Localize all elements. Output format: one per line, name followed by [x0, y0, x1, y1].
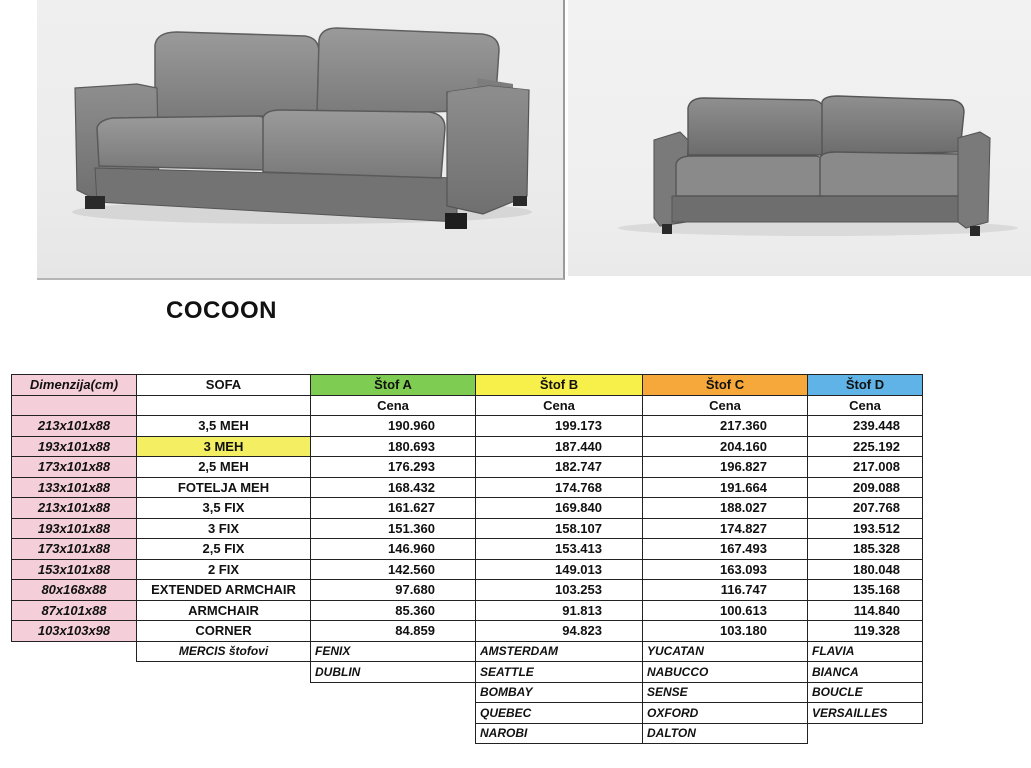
model-cell: 2,5 FIX [137, 539, 311, 560]
fabric-row [12, 641, 923, 662]
price-cell: 116.747 [643, 580, 808, 601]
spacer-cell [137, 662, 311, 683]
spacer-cell [12, 723, 137, 744]
price-cell: 163.093 [643, 559, 808, 580]
fabric-name-a: FENIX [311, 641, 476, 662]
fabric-name-c: DALTON [643, 723, 808, 744]
model-cell: 3 FIX [137, 518, 311, 539]
price-cell: 161.627 [311, 498, 476, 519]
price-cell: 168.432 [311, 477, 476, 498]
fabric-name-d: BIANCA [808, 662, 923, 683]
price-cell: 103.180 [643, 621, 808, 642]
price-cell: 182.747 [476, 457, 643, 478]
price-label-b: Cena [476, 395, 643, 416]
sofa-photo-small [568, 0, 1031, 276]
fabric-name-d: FLAVIA [808, 641, 923, 662]
price-table [11, 374, 923, 744]
price-cell: 149.013 [476, 559, 643, 580]
dimension-cell: 173x101x88 [12, 457, 137, 478]
dimension-cell: 173x101x88 [12, 539, 137, 560]
price-cell: 187.440 [476, 436, 643, 457]
price-cell: 196.827 [643, 457, 808, 478]
price-cell: 176.293 [311, 457, 476, 478]
price-cell: 209.088 [808, 477, 923, 498]
price-cell: 180.048 [808, 559, 923, 580]
price-cell: 97.680 [311, 580, 476, 601]
price-rows [12, 416, 923, 642]
dimension-header: Dimenzija(cm) [12, 375, 137, 396]
dimension-cell: 193x101x88 [12, 436, 137, 457]
price-cell: 146.960 [311, 539, 476, 560]
price-cell: 103.253 [476, 580, 643, 601]
fabric-name-b: AMSTERDAM [476, 641, 643, 662]
fabric-c-header: Štof C [643, 375, 808, 396]
sofa-image-alt [568, 0, 1031, 276]
price-cell: 191.664 [643, 477, 808, 498]
price-cell: 85.360 [311, 600, 476, 621]
table-row [12, 477, 923, 498]
fabric-name-c: NABUCCO [643, 662, 808, 683]
price-cell: 153.413 [476, 539, 643, 560]
price-cell: 114.840 [808, 600, 923, 621]
model-cell: ARMCHAIR [137, 600, 311, 621]
model-cell: 2,5 MEH [137, 457, 311, 478]
spacer-cell [137, 682, 311, 703]
spacer-cell [12, 703, 137, 724]
price-label-row [12, 395, 923, 416]
model-cell: CORNER [137, 621, 311, 642]
price-cell: 119.328 [808, 621, 923, 642]
price-cell: 151.360 [311, 518, 476, 539]
spacer-cell [311, 682, 476, 703]
fabric-row [12, 703, 923, 724]
fabric-name-d: VERSAILLES [808, 703, 923, 724]
fabric-name-c: OXFORD [643, 703, 808, 724]
dimension-cell: 103x103x98 [12, 621, 137, 642]
dimension-cell: 153x101x88 [12, 559, 137, 580]
price-cell: 193.512 [808, 518, 923, 539]
dimension-cell: 213x101x88 [12, 498, 137, 519]
fabric-name-c: YUCATAN [643, 641, 808, 662]
price-cell: 217.008 [808, 457, 923, 478]
dimension-cell: 193x101x88 [12, 518, 137, 539]
fabric-name-c: SENSE [643, 682, 808, 703]
fabric-label: MERCIS štofovi [137, 641, 311, 662]
table-row [12, 539, 923, 560]
fabric-row [12, 723, 923, 744]
price-cell: 239.448 [808, 416, 923, 437]
price-cell: 185.328 [808, 539, 923, 560]
model-cell: 2 FIX [137, 559, 311, 580]
sofa-photo-large [37, 0, 565, 280]
spacer-cell [311, 723, 476, 744]
spacer-cell [137, 723, 311, 744]
model-cell: 3,5 MEH [137, 416, 311, 437]
table-row [12, 498, 923, 519]
dimension-cell: 87x101x88 [12, 600, 137, 621]
price-cell: 174.827 [643, 518, 808, 539]
fabric-name-a: DUBLIN [311, 662, 476, 683]
fabric-name-b: QUEBEC [476, 703, 643, 724]
table-row [12, 518, 923, 539]
model-cell: 3 MEH [137, 436, 311, 457]
sofa-image [37, 0, 563, 278]
price-cell: 225.192 [808, 436, 923, 457]
spacer-cell [808, 723, 923, 744]
price-cell: 199.173 [476, 416, 643, 437]
fabric-row [12, 682, 923, 703]
price-cell: 167.493 [643, 539, 808, 560]
price-cell: 190.960 [311, 416, 476, 437]
spacer-cell [12, 641, 137, 662]
table-header-row [12, 375, 923, 396]
fabric-name-b: SEATTLE [476, 662, 643, 683]
spacer-cell [311, 703, 476, 724]
table-row [12, 436, 923, 457]
fabric-name-b: NAROBI [476, 723, 643, 744]
price-cell: 84.859 [311, 621, 476, 642]
price-cell: 169.840 [476, 498, 643, 519]
dimension-cell: 80x168x88 [12, 580, 137, 601]
dimension-empty-cell [12, 395, 137, 416]
price-label-a: Cena [311, 395, 476, 416]
price-cell: 100.613 [643, 600, 808, 621]
fabric-d-header: Štof D [808, 375, 923, 396]
fabric-rows [12, 641, 923, 744]
price-cell: 204.160 [643, 436, 808, 457]
spacer-cell [12, 682, 137, 703]
dimension-cell: 213x101x88 [12, 416, 137, 437]
model-empty-cell [137, 395, 311, 416]
price-cell: 94.823 [476, 621, 643, 642]
model-cell: 3,5 FIX [137, 498, 311, 519]
price-cell: 91.813 [476, 600, 643, 621]
spacer-cell [12, 662, 137, 683]
fabric-name-b: BOMBAY [476, 682, 643, 703]
fabric-a-header: Štof A [311, 375, 476, 396]
spacer-cell [137, 703, 311, 724]
fabric-b-header: Štof B [476, 375, 643, 396]
dimension-cell: 133x101x88 [12, 477, 137, 498]
fabric-row [12, 662, 923, 683]
price-cell: 135.168 [808, 580, 923, 601]
price-cell: 158.107 [476, 518, 643, 539]
table-row [12, 580, 923, 601]
table-row [12, 559, 923, 580]
price-label-d: Cena [808, 395, 923, 416]
price-cell: 142.560 [311, 559, 476, 580]
price-cell: 174.768 [476, 477, 643, 498]
price-cell: 180.693 [311, 436, 476, 457]
model-cell: FOTELJA MEH [137, 477, 311, 498]
price-label-c: Cena [643, 395, 808, 416]
price-cell: 207.768 [808, 498, 923, 519]
price-cell: 188.027 [643, 498, 808, 519]
table-row [12, 416, 923, 437]
table-row [12, 621, 923, 642]
model-cell: EXTENDED ARMCHAIR [137, 580, 311, 601]
product-title: COCOON [166, 297, 277, 324]
fabric-name-d: BOUCLE [808, 682, 923, 703]
table-row [12, 600, 923, 621]
table-row [12, 457, 923, 478]
model-header: SOFA [137, 375, 311, 396]
price-cell: 217.360 [643, 416, 808, 437]
